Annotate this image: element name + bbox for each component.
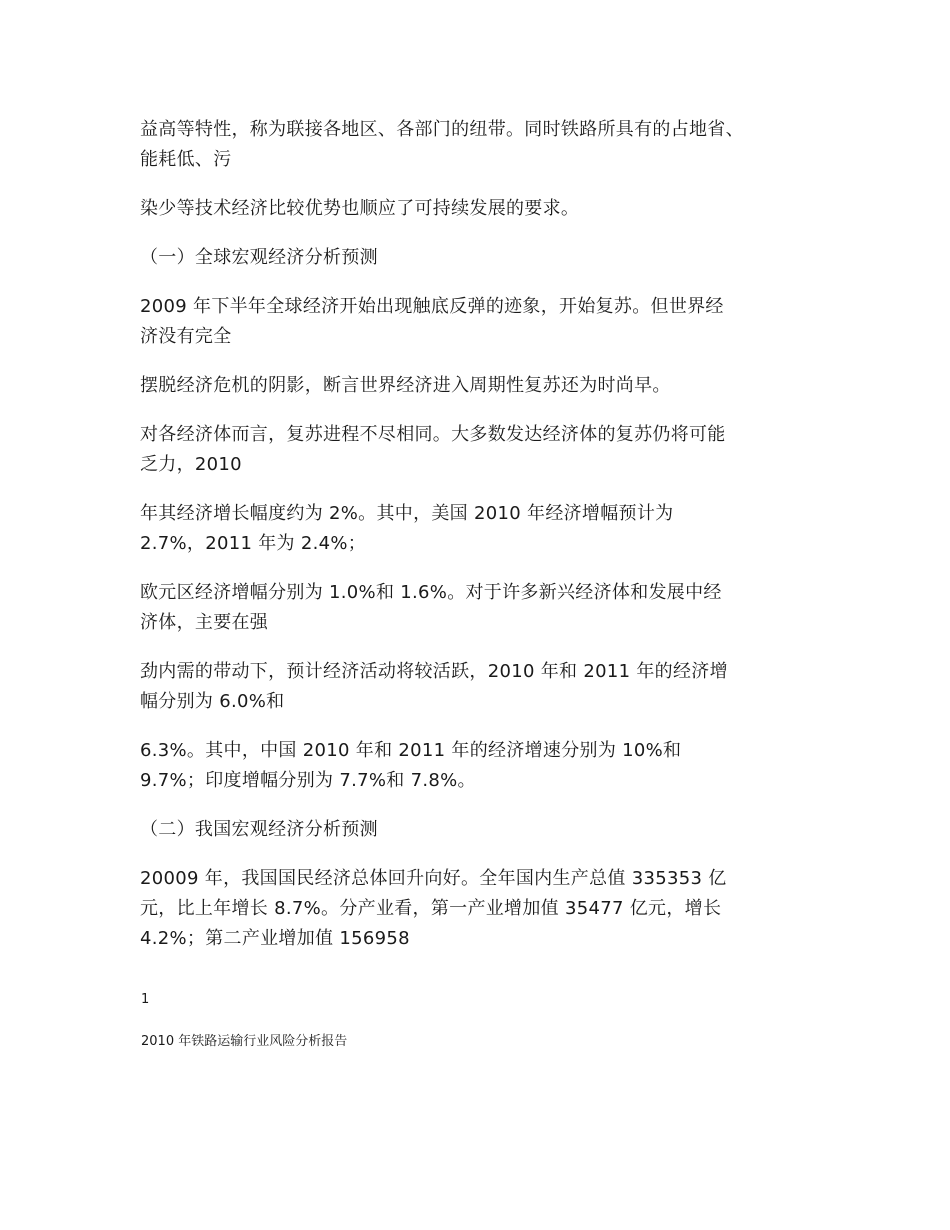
text-line: 济体，主要在强: [140, 612, 269, 633]
text-line: 能耗低、污: [140, 149, 232, 170]
text-line: 4.2%；第二产业增加值 156958: [140, 928, 410, 949]
text-line: 劲内需的带动下，预计经济活动将较活跃，2010 年和 2011 年的经济增: [140, 661, 728, 682]
footer-title: 2010 年铁路运输行业风险分析报告: [141, 1034, 348, 1049]
text-line: 益高等特性，称为联接各地区、各部门的纽带。同时铁路所具有的占地省、: [140, 119, 744, 140]
paragraph: [140, 243, 830, 273]
text-line: 济没有完全: [140, 326, 232, 347]
text-line: 9.7%；印度增幅分别为 7.7%和 7.8%。: [140, 770, 476, 791]
text-line: 染少等技术经济比较优势也顺应了可持续发展的要求。: [140, 198, 580, 219]
paragraph: [140, 657, 830, 717]
paragraph: [140, 420, 830, 480]
text-line: 20009 年，我国国民经济总体回升向好。全年国内生产总值 335353 亿: [140, 868, 727, 889]
text-line: 年其经济增长幅度约为 2%。其中，美国 2010 年经济增幅预计为: [140, 503, 674, 524]
paragraph: [140, 736, 830, 796]
text-line: 对各经济体而言，复苏进程不尽相同。大多数发达经济体的复苏仍将可能: [140, 424, 726, 445]
paragraph: [140, 864, 830, 954]
text-line: 欧元区经济增幅分别为 1.0%和 1.6%。对于许多新兴经济体和发展中经: [140, 582, 722, 603]
paragraph: [140, 371, 830, 401]
text-line: 摆脱经济危机的阴影，断言世界经济进入周期性复苏还为时尚早。: [140, 375, 671, 396]
text-line: （一）全球宏观经济分析预测: [140, 247, 378, 268]
text-line: （二）我国宏观经济分析预测: [140, 819, 378, 840]
paragraph: [140, 292, 830, 352]
paragraph: [140, 194, 830, 224]
text-line: 6.3%。其中，中国 2010 年和 2011 年的经济增速分别为 10%和: [140, 740, 682, 761]
paragraph: [140, 115, 830, 175]
paragraph: [140, 499, 830, 559]
page-number: 1: [141, 992, 150, 1007]
text-line: 元，比上年增长 8.7%。分产业看，第一产业增加值 35477 亿元，增长: [140, 898, 722, 919]
text-line: 幅分别为 6.0%和: [140, 691, 285, 712]
text-line: 乏力，2010: [140, 454, 242, 475]
paragraph: [140, 815, 830, 845]
paragraph: [140, 578, 830, 638]
text-line: 2009 年下半年全球经济开始出现触底反弹的迹象，开始复苏。但世界经: [140, 296, 724, 317]
document-body: [140, 115, 830, 973]
text-line: 2.7%，2011 年为 2.4%；: [140, 533, 367, 554]
